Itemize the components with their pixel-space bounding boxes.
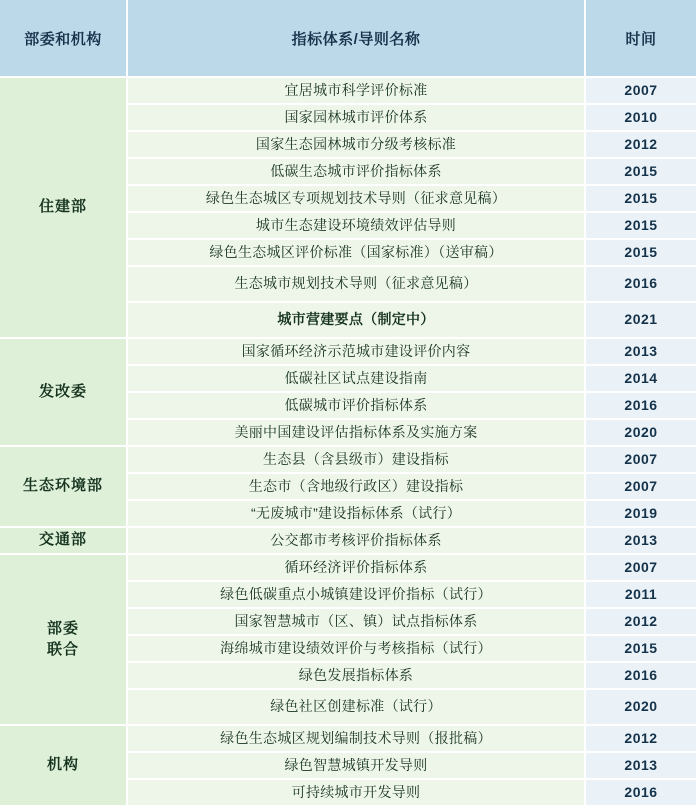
year-cell: 2007 xyxy=(586,474,696,501)
agency-label: 住建部 xyxy=(38,198,87,216)
agency-label: 交通部 xyxy=(38,531,87,549)
year-cell: 2015 xyxy=(586,240,696,267)
agency-label: 机构 xyxy=(46,756,79,774)
indicator-name-cell: 低碳生态城市评价指标体系 xyxy=(128,159,586,186)
indicator-name-cell: 绿色低碳重点小城镇建设评价指标（试行） xyxy=(128,582,586,609)
year-cell: 2015 xyxy=(586,213,696,240)
agency-cell xyxy=(0,339,128,447)
indicator-name-cell: 国家智慧城市（区、镇）试点指标体系 xyxy=(128,609,586,636)
indicator-name-cell: 低碳城市评价指标体系 xyxy=(128,393,586,420)
indicator-name-cell: 低碳社区试点建设指南 xyxy=(128,366,586,393)
agency-cell xyxy=(0,555,128,726)
table-row xyxy=(0,78,696,105)
indicator-name-cell: 国家生态园林城市分级考核标准 xyxy=(128,132,586,159)
indicator-name-cell: 生态城市规划技术导则（征求意见稿） xyxy=(128,267,586,303)
year-cell: 2015 xyxy=(586,186,696,213)
table-header-row xyxy=(0,0,696,78)
agency-label: 部委 xyxy=(46,620,79,638)
table-body xyxy=(0,78,696,807)
indicator-name-cell: 美丽中国建设评估指标体系及实施方案 xyxy=(128,420,586,447)
indicator-name-cell: 国家循环经济示范城市建设评价内容 xyxy=(128,339,586,366)
indicator-name-cell: “无废城市”建设指标体系（试行） xyxy=(128,501,586,528)
indicator-name-cell: 绿色生态城区规划编制技术导则（报批稿） xyxy=(128,726,586,753)
year-cell: 2013 xyxy=(586,339,696,366)
agency-label: 联合 xyxy=(46,640,79,658)
year-cell: 2011 xyxy=(586,582,696,609)
year-cell: 2016 xyxy=(586,267,696,303)
indicator-name-cell: 可持续城市开发导则 xyxy=(128,780,586,807)
year-cell: 2012 xyxy=(586,726,696,753)
year-cell: 2021 xyxy=(586,303,696,339)
indicator-name-cell: 国家园林城市评价体系 xyxy=(128,105,586,132)
year-cell: 2007 xyxy=(586,555,696,582)
indicator-name-cell: 绿色生态城区评价标准（国家标准）（送审稿） xyxy=(128,240,586,267)
indicator-name-cell: 城市营建要点（制定中） xyxy=(128,303,586,339)
agency-label: 发改委 xyxy=(38,382,87,400)
indicator-name-cell: 绿色智慧城镇开发导则 xyxy=(128,753,586,780)
year-cell: 2015 xyxy=(586,159,696,186)
column-header-time: 时间 xyxy=(586,0,696,78)
year-cell: 2019 xyxy=(586,501,696,528)
indicator-name-cell: 绿色生态城区专项规划技术导则（征求意见稿） xyxy=(128,186,586,213)
indicator-name-cell: 城市生态建设环境绩效评估导则 xyxy=(128,213,586,240)
indicator-name-cell: 海绵城市建设绩效评价与考核指标（试行） xyxy=(128,636,586,663)
agency-cell xyxy=(0,78,128,339)
table-row xyxy=(0,339,696,366)
year-cell: 2013 xyxy=(586,528,696,555)
agency-label: 生态环境部 xyxy=(22,477,103,495)
table-row xyxy=(0,528,696,555)
column-header-agency: 部委和机构 xyxy=(0,0,128,78)
agency-cell xyxy=(0,528,128,555)
agency-cell xyxy=(0,447,128,528)
year-cell: 2020 xyxy=(586,690,696,726)
year-cell: 2007 xyxy=(586,78,696,105)
year-cell: 2010 xyxy=(586,105,696,132)
year-cell: 2015 xyxy=(586,636,696,663)
year-cell: 2016 xyxy=(586,393,696,420)
indicator-name-cell: 绿色社区创建标准（试行） xyxy=(128,690,586,726)
table-header xyxy=(0,0,696,78)
agency-cell xyxy=(0,726,128,807)
indicator-name-cell: 循环经济评价指标体系 xyxy=(128,555,586,582)
year-cell: 2012 xyxy=(586,132,696,159)
table-row xyxy=(0,555,696,582)
year-cell: 2007 xyxy=(586,447,696,474)
year-cell: 2012 xyxy=(586,609,696,636)
indicator-name-cell: 绿色发展指标体系 xyxy=(128,663,586,690)
indicator-name-cell: 公交都市考核评价指标体系 xyxy=(128,528,586,555)
table-row xyxy=(0,726,696,753)
year-cell: 2020 xyxy=(586,420,696,447)
year-cell: 2016 xyxy=(586,663,696,690)
year-cell: 2014 xyxy=(586,366,696,393)
year-cell: 2016 xyxy=(586,780,696,807)
table-row xyxy=(0,447,696,474)
indicator-name-cell: 生态市（含地级行政区）建设指标 xyxy=(128,474,586,501)
indicator-name-cell: 宜居城市科学评价标准 xyxy=(128,78,586,105)
column-header-name: 指标体系/导则名称 xyxy=(128,0,586,78)
year-cell: 2013 xyxy=(586,753,696,780)
indicator-name-cell: 生态县（含县级市）建设指标 xyxy=(128,447,586,474)
